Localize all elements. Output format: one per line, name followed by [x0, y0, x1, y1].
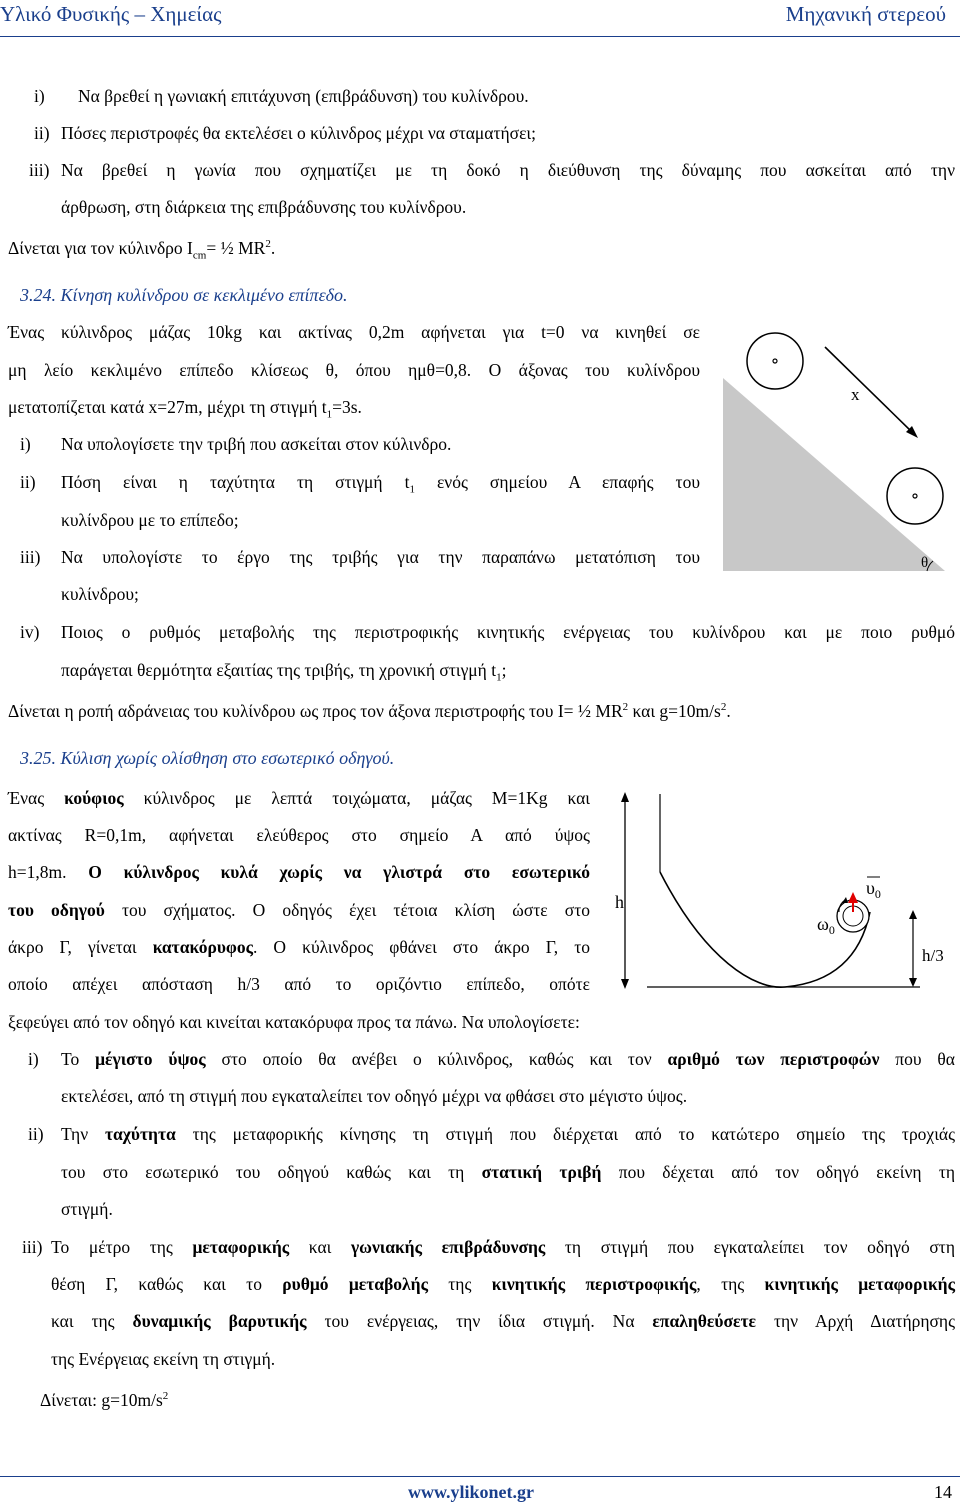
- s325-i-num: i): [28, 1049, 39, 1069]
- prev-ii-text: Πόσες περιστροφές θα εκτελέσει ο κύλινδρος μέχρι να σταματήσει;: [61, 123, 537, 143]
- h3-arrow-bottom: [909, 978, 917, 987]
- s325-ii-num: ii): [28, 1124, 44, 1144]
- h-arrow-bottom: [621, 979, 629, 989]
- velocity-arrowhead: [848, 892, 858, 903]
- prev-iii-text2: άρθρωση, στη διάρκεια της επιβράδυνσης του κυλίνδρου.: [61, 197, 467, 217]
- s324-line1: Ένας κύλινδρος μάζας 10kg και ακτίνας 0,2m αφήνεται για t=0 να κινηθεί σε: [8, 322, 700, 342]
- s324-iv-num: iv): [20, 622, 40, 642]
- guide-curve: [660, 872, 870, 987]
- prev-given: Δίνεται για τον κύλινδρο $I_{cm}=$ ½ $MR^2$.: [8, 237, 276, 262]
- s325-ii-text2: του στο εσωτερικό του οδηγού καθώς και τη στατική τριβή που δέχεται από τον οδηγό εκείνη τη: [61, 1162, 956, 1182]
- label-x: x: [851, 385, 860, 404]
- s325-line7: ξεφεύγει από τον οδηγό και κινείται κατακόρυφα προς τα πάνω. Να υπολογίσετε:: [8, 1012, 580, 1032]
- s324-i-num: i): [20, 434, 31, 454]
- s325-iii-text4: της Ενέργειας εκείνη τη στιγμή.: [51, 1349, 276, 1369]
- s324-iii-text2: κυλίνδρου;: [61, 584, 139, 604]
- header-right: Μηχανική στερεού: [785, 2, 946, 26]
- section-title-3-25: 3.25. Κύλιση χωρίς ολίσθηση στο εσωτερικό οδηγού.: [20, 748, 395, 768]
- s325-given: Δίνεται: $g=10m/s^2$: [40, 1389, 169, 1410]
- s324-ii-num: ii): [20, 472, 36, 492]
- s324-line3: μετατοπίζεται κατά x=27m, μέχρι τη στιγμή $t_1=3s$.: [8, 397, 362, 421]
- s324-ii-text2: κυλίνδρου με το επίπεδο;: [61, 510, 239, 530]
- cylinder-end: [887, 468, 943, 524]
- footer-url[interactable]: www.ylikonet.gr: [408, 1482, 534, 1502]
- header-rule: [0, 36, 960, 37]
- s324-iii-num: iii): [20, 547, 41, 567]
- s324-iii-text1: Να υπολογίστε το έργο της τριβής για την παραπάνω μετατόπιση του: [61, 547, 700, 567]
- s324-iv-text1: Ποιος ο ρυθμός μεταβολής της περιστροφικής κινητικής ενέργειας του κυλίνδρου και με ποιο ρυθμό: [61, 622, 955, 642]
- label-v0: $\upsilon_0$: [866, 878, 881, 901]
- omega-arrowhead: [842, 897, 848, 903]
- label-h: h: [615, 892, 624, 912]
- prev-i-text: Να βρεθεί η γωνιακή επιτάχυνση (επιβράδυνση) του κυλίνδρου.: [78, 86, 529, 106]
- prev-iii-text1: Να βρεθεί η γωνία που σχηματίζει με τη δοκό η διεύθυνση της δύναμης που ασκείται από την: [61, 160, 955, 180]
- s324-ii-text1: Πόση είναι η ταχύτητα τη στιγμή $t_1$ ενός σημείου Α επαφής του: [61, 472, 700, 496]
- label-omega0: $\omega_0$: [817, 914, 835, 937]
- prev-ii-num: ii): [34, 123, 50, 143]
- s325-line4: του οδηγού του σχήματος. Ο οδηγός έχει τέτοια κλίση ώστε στο: [8, 900, 590, 920]
- s325-line1: Ένας κούφιος κύλινδρος με λεπτά τοιχώματα, μάζας Μ=1Kg και: [8, 788, 591, 808]
- h3-arrow-top: [909, 910, 917, 919]
- cylinder-start: [747, 333, 803, 389]
- prev-i-num: i): [34, 86, 45, 106]
- s325-iii-text2: θέση Γ, καθώς και το ρυθμό μεταβολής της κινητικής περιστροφικής, της κινητικής μεταφορικής: [51, 1274, 955, 1294]
- s325-iii-text1: Το μέτρο της μεταφορικής και γωνιακής επιβράδυνσης τη στιγμή που εγκαταλείπει τον οδηγό στη: [51, 1237, 955, 1257]
- s325-line3: h=1,8m. Ο κύλινδρος κυλά χωρίς να γλιστρά στο εσωτερικό: [8, 862, 590, 882]
- displacement-arrow: [825, 347, 914, 434]
- page-number: 14: [934, 1482, 952, 1502]
- s325-line5: άκρο Γ, γίνεται κατακόρυφος. Ο κύλινδρος φθάνει στο άκρο Γ, το: [8, 937, 590, 957]
- s324-line2: μη λείο κεκλιμένο επίπεδο κλίσεως θ, όπου ημθ=0,8. Ο άξονας του κυλίνδρου: [8, 360, 700, 380]
- s325-iii-num: iii): [22, 1237, 43, 1257]
- s325-i-text1: Το μέγιστο ύψος στο οποίο θα ανέβει ο κύλινδρος, καθώς και τον αριθμό των περιστροφών που θα: [61, 1049, 955, 1069]
- s325-line6: οποίο απέχει απόσταση h/3 από το οριζόντιο επίπεδο, οπότε: [8, 974, 590, 994]
- s325-iii-text3: και της δυναμικής βαρυτικής του ενέργειας, την ίδια στιγμή. Να επαληθεύσετε την Αρχή Διατήρησης: [51, 1311, 956, 1331]
- s325-i-text2: εκτελέσει, από τη στιγμή που εγκαταλείπει τον οδηγό μέχρι να φθάσει στο μέγιστο ύψος.: [61, 1086, 688, 1106]
- s324-i-text: Να υπολογίσετε την τριβή που ασκείται στον κύλινδρο.: [61, 434, 452, 454]
- footer-rule: [0, 1476, 960, 1477]
- header-left: Υλικό Φυσικής – Χημείας: [0, 2, 222, 26]
- s324-iv-text2: παράγεται θερμότητα εξαιτίας της τριβής, τη χρονική στιγμή $t_1$;: [61, 660, 507, 684]
- prev-iii-num: iii): [29, 160, 50, 180]
- s324-given: Δίνεται η ροπή αδράνειας του κυλίνδρου ως προς τον άξονα περιστροφής του I= ½ $MR^2$ και $g=10m/s^2$.: [8, 700, 731, 721]
- label-theta: θ: [921, 555, 929, 571]
- section-title-3-24: 3.24. Κίνηση κυλίνδρου σε κεκλιμένο επίπεδο.: [20, 285, 348, 305]
- h-arrow-top: [621, 792, 629, 802]
- label-h3: h/3: [922, 946, 944, 965]
- s325-line2: ακτίνας R=0,1m, αφήνεται ελεύθερος στο σημείο Α από ύψος: [8, 825, 590, 845]
- incline-figure: [715, 330, 955, 580]
- guide-figure: [595, 780, 960, 1005]
- s325-ii-text1: Την ταχύτητα της μεταφορικής κίνησης τη στιγμή που διέρχεται από το κατώτερο σημείο της τροχιάς: [61, 1124, 955, 1144]
- s325-ii-text3: στιγμή.: [61, 1199, 113, 1219]
